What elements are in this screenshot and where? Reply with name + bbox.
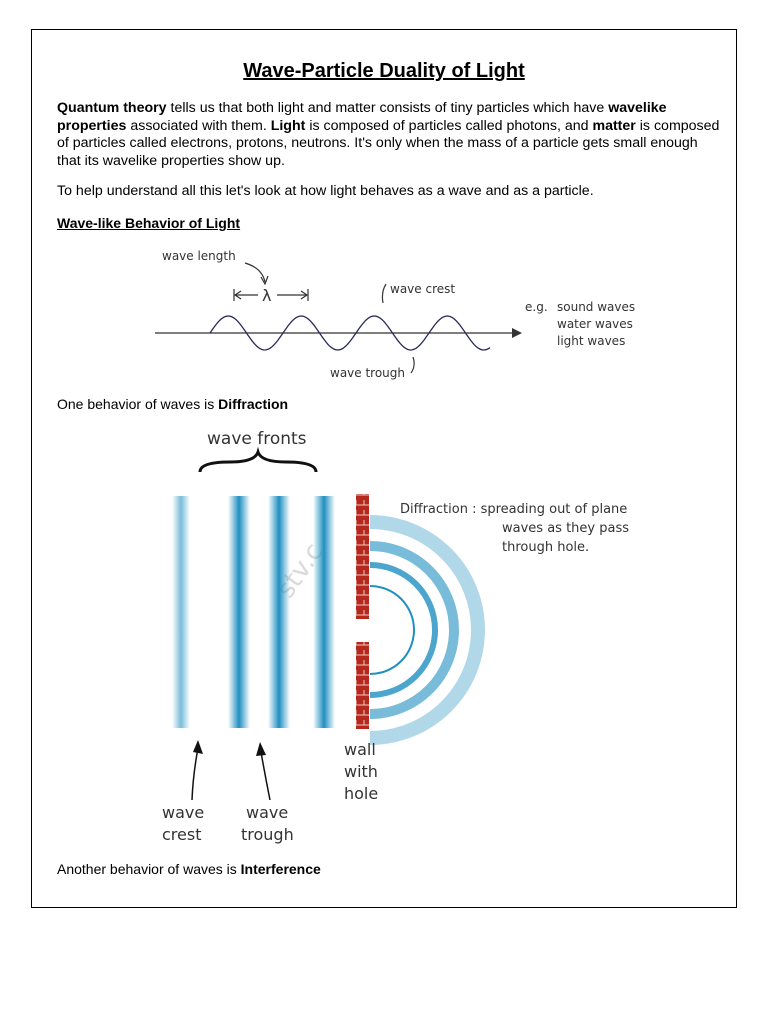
wave-fronts-label: wave fronts — [207, 429, 307, 449]
diffraction-prefix: One behavior of waves is — [57, 396, 219, 412]
lambda-symbol: λ — [262, 286, 272, 305]
intro-text-2: associated with them. — [126, 117, 271, 134]
example-water-waves: water waves — [557, 317, 633, 331]
intro-paragraph — [57, 100, 722, 170]
diffraction-term: Diffraction — [218, 396, 289, 412]
wall-label-1: wall — [344, 740, 376, 759]
diffraction-caption-1: Diffraction : spreading out of plane — [400, 502, 628, 517]
example-sound-waves: sound waves — [557, 300, 636, 314]
interference-prefix: Another behavior of waves is — [57, 861, 241, 877]
interference-term: Interference — [240, 861, 321, 877]
crest-label-2: crest — [162, 825, 202, 844]
diffraction-line — [57, 396, 288, 412]
trough-label-2: trough — [241, 825, 294, 844]
trough-label-1: wave — [246, 803, 289, 822]
crest-label-1: wave — [162, 803, 205, 822]
term-light: Light — [270, 117, 306, 134]
watermark: stv.c — [270, 537, 330, 604]
diffraction-caption-2: waves as they pass — [502, 521, 629, 536]
wall-label-2: with — [344, 762, 378, 781]
intro-text-4: is composed of particles called electrons, protons, neutrons. It's only when the mass of a particle gets small enough that its wavelike properties show up. — [57, 117, 720, 169]
interference-line — [57, 861, 321, 877]
section-heading: Wave-like Behavior of Light — [57, 215, 241, 231]
diffraction-caption-3: through hole. — [502, 540, 590, 555]
eg-label: e.g. — [525, 300, 548, 314]
term-wavelike-properties: wavelike properties — [57, 100, 667, 134]
example-light-waves: light waves — [557, 334, 626, 348]
help-paragraph: To help understand all this let's look at how light behaves as a wave and as a particle. — [57, 183, 594, 199]
page-title: Wave-Particle Duality of Light — [243, 60, 525, 82]
wave-crest-label: wave crest — [390, 282, 456, 296]
intro-text-3: is composed of particles called photons, and — [305, 117, 593, 134]
term-matter: matter — [592, 117, 636, 134]
term-quantum-theory: Quantum theory — [57, 100, 167, 116]
wall-label-3: hole — [344, 784, 379, 803]
intro-text-1: tells us that both light and matter consists of tiny particles which have — [166, 100, 609, 116]
wave-trough-label: wave trough — [330, 366, 406, 380]
wave-length-label: wave length — [162, 249, 236, 263]
